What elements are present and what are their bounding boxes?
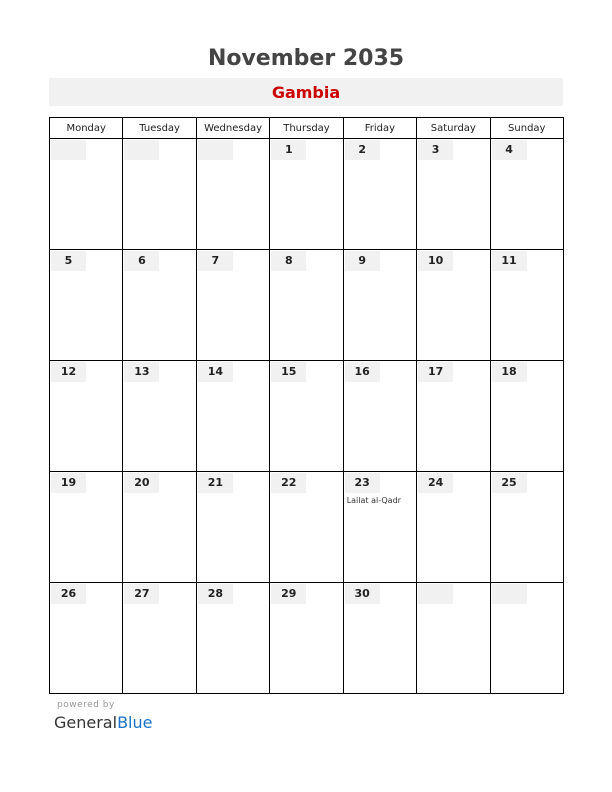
day-number: 4 — [492, 140, 527, 160]
day-cell — [270, 472, 343, 583]
day-number: 24 — [418, 473, 453, 493]
day-cell — [270, 583, 343, 694]
day-number: 1 — [271, 140, 306, 160]
day-number: 26 — [51, 584, 86, 604]
day-number: 21 — [198, 473, 233, 493]
country-name: Gambia — [271, 83, 341, 102]
day-number: 14 — [198, 362, 233, 382]
day-cell — [417, 472, 490, 583]
day-cell — [343, 583, 416, 694]
day-number: 20 — [124, 473, 159, 493]
day-cell — [123, 472, 196, 583]
week-row — [50, 361, 564, 472]
brand-blue-text: Blue — [117, 713, 153, 732]
day-cell — [50, 583, 123, 694]
day-number: 2 — [345, 140, 380, 160]
day-number: 27 — [124, 584, 159, 604]
day-cell — [343, 472, 416, 583]
day-number: 29 — [271, 584, 306, 604]
country-banner — [49, 78, 563, 106]
week-row — [50, 139, 564, 250]
weekday-sunday: Sunday — [490, 118, 563, 139]
weekday-saturday: Saturday — [417, 118, 490, 139]
day-number: 30 — [345, 584, 380, 604]
day-cell — [196, 250, 269, 361]
powered-by-text: powered by — [57, 700, 115, 710]
day-number: 8 — [271, 251, 306, 271]
generalblue-logo[interactable] — [54, 713, 152, 732]
day-cell — [123, 139, 196, 250]
day-cell — [270, 139, 343, 250]
holiday-label: Lailat al-Qadr — [346, 496, 401, 505]
day-cell — [123, 583, 196, 694]
day-cell — [196, 583, 269, 694]
calendar-grid — [49, 117, 564, 694]
week-row — [50, 583, 564, 694]
day-cell — [343, 361, 416, 472]
day-cell — [417, 139, 490, 250]
day-number: 12 — [51, 362, 86, 382]
day-number: 5 — [51, 251, 86, 271]
day-cell — [123, 361, 196, 472]
day-number — [124, 140, 159, 160]
day-number: 15 — [271, 362, 306, 382]
day-cell — [490, 583, 563, 694]
day-number: 18 — [492, 362, 527, 382]
day-number: 23 — [345, 473, 380, 493]
day-number: 11 — [492, 251, 527, 271]
day-cell — [270, 361, 343, 472]
day-number: 9 — [345, 251, 380, 271]
week-row — [50, 250, 564, 361]
day-cell — [270, 250, 343, 361]
day-cell — [196, 139, 269, 250]
day-number — [418, 584, 453, 604]
day-cell — [417, 361, 490, 472]
day-cell — [50, 139, 123, 250]
weekday-thursday: Thursday — [270, 118, 343, 139]
day-cell — [50, 472, 123, 583]
week-row — [50, 472, 564, 583]
day-cell — [490, 361, 563, 472]
day-number: 7 — [198, 251, 233, 271]
day-cell — [123, 250, 196, 361]
day-number: 16 — [345, 362, 380, 382]
day-number — [198, 140, 233, 160]
day-cell — [490, 472, 563, 583]
day-cell — [490, 250, 563, 361]
day-cell — [50, 250, 123, 361]
weekday-tuesday: Tuesday — [123, 118, 196, 139]
day-cell — [196, 472, 269, 583]
day-cell — [196, 361, 269, 472]
day-cell — [417, 583, 490, 694]
day-number: 17 — [418, 362, 453, 382]
day-cell — [343, 250, 416, 361]
weekday-header-row — [50, 118, 564, 139]
day-number: 6 — [124, 251, 159, 271]
weekday-friday: Friday — [343, 118, 416, 139]
day-number: 10 — [418, 251, 453, 271]
weekday-monday: Monday — [50, 118, 123, 139]
day-number: 22 — [271, 473, 306, 493]
day-number: 13 — [124, 362, 159, 382]
day-number — [492, 584, 527, 604]
day-cell — [417, 250, 490, 361]
page-title: November 2035 — [207, 46, 405, 71]
day-cell — [490, 139, 563, 250]
weekday-wednesday: Wednesday — [196, 118, 269, 139]
day-number: 28 — [198, 584, 233, 604]
day-cell — [50, 361, 123, 472]
brand-general-text: General — [54, 713, 118, 732]
day-number: 3 — [418, 140, 453, 160]
day-number: 25 — [492, 473, 527, 493]
day-cell — [343, 139, 416, 250]
day-number: 19 — [51, 473, 86, 493]
day-number — [51, 140, 86, 160]
